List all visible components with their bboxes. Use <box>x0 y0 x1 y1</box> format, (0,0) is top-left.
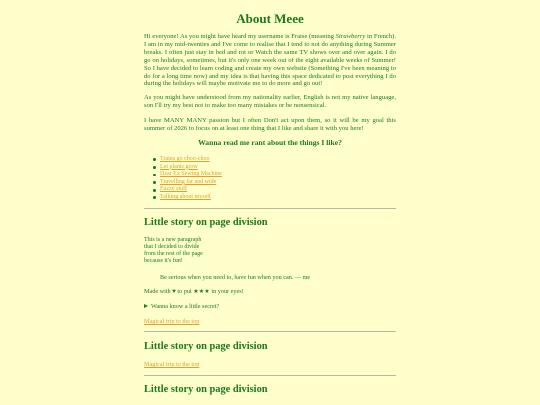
divider <box>144 375 396 376</box>
secret-summary: Wanna know a little secret? <box>151 303 220 310</box>
rant-link-plants[interactable]: Let plants grow <box>160 163 198 170</box>
section-heading-3: Little story on page division <box>144 384 268 395</box>
rant-link-sewing[interactable]: Dear Ex Sewing Machine <box>160 171 222 178</box>
list-item <box>160 186 222 194</box>
rant-heading: Wanna read me rant about the things I like? <box>198 138 342 147</box>
divided-paragraph-line-2: that I decided to divide <box>144 244 200 250</box>
intro-em: Strawberry <box>335 33 366 40</box>
divider <box>144 331 396 332</box>
divided-paragraph-line-4: because it's fun! <box>144 258 183 264</box>
section-heading-1: Little story on page division <box>144 217 268 228</box>
intro-text-1: Hi everyone! As you might have heard my username is Fraise (meaning <box>144 33 336 40</box>
back-to-top-link-2[interactable]: Magical trip to the top <box>144 361 200 368</box>
list-item <box>160 156 222 164</box>
rant-link-fuzzy[interactable]: Fuzzy stuff <box>160 186 188 193</box>
intro-text-2: in French). I am in my mid-twenties and I've come to realise that I tend to not do anything during Summer breaks. I often just stay in bed and rot or Watch the same TV shows over and over again. I do go on holidays, sometimes, but it's only one week out of the eight available weeks of Summer! So I have decided to learn coding and create my own website (Something I've been meaning to do for a long time now) and my idea is that having this space dedicated to post everything I do during the holidays will maybe motivate me to do more and go out! <box>144 33 396 88</box>
divider <box>144 208 396 209</box>
divided-paragraph-line-1: This is a new paragraph <box>144 237 202 243</box>
rant-link-list <box>144 156 222 202</box>
rant-link-myself[interactable]: Talking about myself <box>160 193 211 200</box>
intro-paragraph <box>144 33 396 88</box>
section-heading-2: Little story on page division <box>144 341 268 352</box>
quote: Be serious when you need to, have fun when you can. — me <box>160 274 311 281</box>
rant-link-trains[interactable]: Trains go choo-choo <box>160 156 210 162</box>
page-title: About Meee <box>236 11 304 26</box>
passion-paragraph: I have MANY MANY passion but I often Don't act upon them, so it will be my goal this summer of 2026 to focus on at least one thing that I like and share it with you here! <box>144 117 396 132</box>
list-item <box>160 194 222 202</box>
back-to-top-link-1[interactable]: Magical trip to the top <box>144 318 200 325</box>
rant-link-travelling[interactable]: Travelling far and wide <box>160 178 217 185</box>
list-item <box>160 171 222 179</box>
made-with-text: Made with ♥ to put ★★★ in your eyes! <box>144 288 244 295</box>
list-item <box>160 164 222 172</box>
disclosure-triangle-icon <box>144 304 148 308</box>
language-paragraph: As you might have understood from my nationality earlier, English is not my native language, son I'll try my best not to make too many mistakes or be nonsensical. <box>144 94 396 109</box>
divided-paragraph-line-3: from the rest of the page <box>144 251 203 257</box>
secret-disclosure[interactable] <box>144 303 219 311</box>
